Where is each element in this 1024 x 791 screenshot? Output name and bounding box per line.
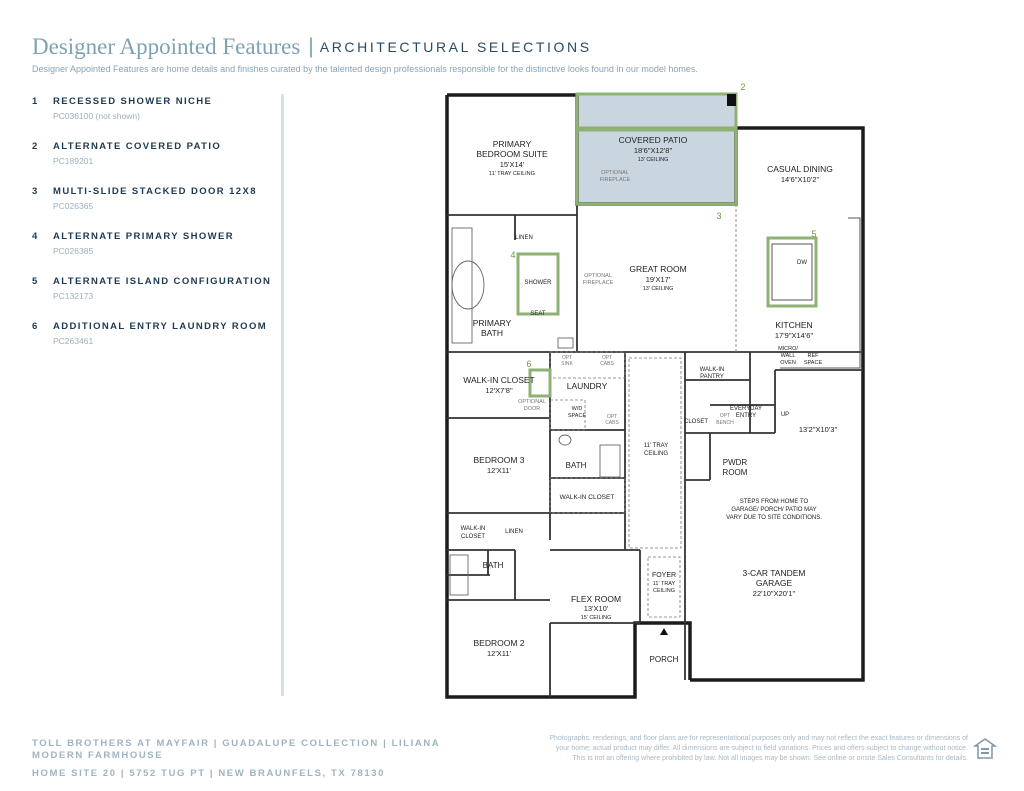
feature-label: ALTERNATE PRIMARY SHOWER (53, 231, 235, 242)
optional-door-label: DOOR (523, 406, 541, 412)
appliance-label: WALL (780, 353, 796, 359)
footer-community: TOLL BROTHERS AT MAYFAIR | GUADALUPE COLLECTION | LILIANA MODERN FARMHOUSE (32, 738, 440, 761)
feature-number: 4 (32, 231, 38, 242)
opt-cabs-label: CABS (600, 361, 614, 367)
fireplace-label: FIREPLACE (582, 280, 614, 286)
page-header (32, 34, 592, 60)
room-name: BATH (482, 561, 504, 570)
room-dims: 13'2"X10'3" (798, 425, 838, 434)
divider (281, 94, 284, 696)
callout-2: 2 (740, 82, 746, 92)
room-name: WALK-IN CLOSET (559, 494, 615, 501)
opt-label: OPT (719, 413, 731, 419)
room-name: 3-CAR TANDEM (742, 568, 806, 578)
room-note: 11' TRAY (652, 581, 676, 587)
room-dims: 19'X17' (645, 275, 671, 284)
disclaimer-line: Photographs, renderings, and floor plans are for representational purposes only and may not reflect the exact features or dimensions of (549, 735, 968, 742)
fireplace-label: FIREPLACE (599, 177, 631, 183)
equal-housing-opportunity-icon (973, 737, 997, 761)
room-dims: 13'X10' (583, 604, 609, 613)
patio-column (727, 94, 736, 106)
room-dims: 22'10"X20'1" (752, 589, 796, 598)
footer-address (32, 738, 472, 780)
linen-label: LINEN (515, 235, 533, 241)
opt-label: OPT (561, 355, 573, 361)
room-name: ENTRY (735, 413, 757, 419)
room-name: CASUAL DINING (767, 164, 833, 174)
feature-number: 5 (32, 276, 38, 287)
room-name: PRIMARY (472, 318, 512, 328)
stairs-up-label: UP (780, 412, 790, 418)
feature-number: 3 (32, 186, 38, 197)
room-name: WALK-IN (460, 526, 486, 532)
washer-dryer-label: SPACE (567, 413, 587, 419)
room-dims: 12'X11' (487, 466, 511, 475)
room-name: BEDROOM 3 (473, 455, 525, 465)
entry-arrow-icon (660, 628, 668, 635)
bench-label: BENCH (716, 420, 734, 426)
fireplace-label: OPTIONAL (584, 273, 612, 279)
room-name: BATH (565, 461, 587, 470)
feature-number: 6 (32, 321, 38, 332)
room-name: WALK-IN CLOSET (463, 375, 535, 385)
room-name: KITCHEN (775, 320, 813, 330)
room-name: BATH (480, 328, 504, 338)
room-name: PRIMARY (492, 139, 532, 149)
seat-label: SEAT (530, 311, 546, 317)
callout-5: 5 (811, 229, 817, 239)
room-name: PWDR (722, 458, 748, 467)
floor-plan (440, 80, 870, 705)
list-item (32, 231, 282, 276)
shower-label: SHOWER (524, 280, 552, 286)
room-name: FLEX ROOM (570, 594, 622, 604)
feature-code: PC189201 (53, 156, 94, 166)
room-dims: 18'6"X12'8" (633, 146, 673, 155)
feature-code: PC132173 (53, 291, 94, 301)
opt-sink-label: SINK (561, 361, 573, 367)
room-note: 13' CEILING (642, 286, 674, 292)
opt-label: OPT (606, 414, 618, 420)
appliance-label: MICRO/ (778, 346, 798, 352)
opt-label: OPT (601, 355, 613, 361)
room-name: PANTRY (700, 374, 724, 380)
garage-note: VARY DUE TO SITE CONDITIONS. (726, 515, 822, 521)
room-name: WALK-IN (699, 367, 725, 373)
callout-4: 4 (510, 250, 516, 260)
room-note: 13' CEILING (637, 157, 669, 163)
room-dims: 17'9"X14'6" (774, 331, 814, 340)
page-description: Designer Appointed Features are home details and finishes curated by the talented design professionals responsible for the distinctive looks found in our model homes. (32, 64, 698, 74)
room-name: GARAGE (755, 578, 793, 588)
feature-label: RECESSED SHOWER NICHE (53, 96, 213, 107)
disclaimer-line: your home; actual product may differ. All dimensions are subject to field variations. Prices and offers subject to change without notice. (555, 745, 968, 752)
room-name: GREAT ROOM (629, 264, 687, 274)
list-item (32, 276, 282, 321)
room-note: 15' CEILING (580, 615, 612, 621)
list-item (32, 186, 282, 231)
linen-label: LINEN (505, 529, 523, 535)
room-note: 11' TRAY CEILING (489, 171, 535, 177)
room-name: LAUNDRY (566, 381, 608, 391)
header-separator: | (308, 35, 314, 58)
feature-label: ALTERNATE COVERED PATIO (53, 141, 222, 152)
dishwasher-label: DW (797, 260, 807, 266)
garage-note: GARAGE/ PORCH/ PATIO MAY (731, 507, 817, 513)
room-name: FOYER (651, 572, 677, 579)
feature-number: 1 (32, 96, 38, 107)
room-name: CLOSET (460, 534, 486, 540)
room-name: PORCH (649, 655, 679, 664)
callout-6: 6 (526, 359, 532, 369)
hall-note: 11' TRAY (643, 443, 669, 449)
footer-disclaimer (498, 734, 968, 764)
room-dims: 14'6"X10'2" (780, 175, 820, 184)
hall-note: CEILING (643, 451, 669, 457)
feature-number: 2 (32, 141, 38, 152)
page-subtitle: ARCHITECTURAL SELECTIONS (319, 39, 592, 55)
room-dims: 12'X7'8" (485, 386, 513, 395)
room-name: COVERED PATIO (618, 135, 688, 145)
list-item (32, 321, 282, 366)
disclaimer-line: This is not an offering where prohibited by law. Not all images may be shown. See online or onsite Sales Consultants for details. (572, 755, 968, 762)
feature-label: ALTERNATE ISLAND CONFIGURATION (53, 276, 272, 287)
feature-code: PC263461 (53, 336, 94, 346)
washer-dryer-label: W/D (571, 406, 583, 412)
room-name: BEDROOM SUITE (476, 149, 548, 159)
list-item (32, 141, 282, 186)
feature-label: ADDITIONAL ENTRY LAUNDRY ROOM (53, 321, 268, 332)
garage-note: STEPS FROM HOME TO (739, 499, 809, 505)
feature-list (32, 96, 282, 366)
feature-code: PC026365 (53, 201, 94, 211)
optional-door-label: OPTIONAL (518, 399, 546, 405)
opt-cabs-label: CABS (605, 420, 619, 426)
feature-code: PC036100 (not shown) (53, 111, 140, 121)
appliance-label: REF (807, 353, 819, 359)
room-name: EVERYDAY (729, 406, 763, 412)
room-note: CEILING (652, 588, 676, 594)
fireplace-label: OPTIONAL (601, 170, 629, 176)
appliance-label: SPACE (803, 360, 823, 366)
footer-homesite: HOME SITE 20 | 5752 TUG PT | NEW BRAUNFELS, TX 78130 (32, 768, 385, 779)
feature-label: MULTI-SLIDE STACKED DOOR 12X8 (53, 186, 257, 197)
room-name: CLOSET (683, 419, 709, 425)
appliance-label: OVEN (780, 360, 796, 366)
list-item (32, 96, 282, 141)
room-name: BEDROOM 2 (473, 638, 525, 648)
page-title: Designer Appointed Features (32, 34, 301, 59)
room-dims: 12'X11' (487, 649, 511, 658)
feature-code: PC026385 (53, 246, 94, 256)
callout-3: 3 (716, 211, 722, 221)
room-dims: 15'X14' (499, 160, 525, 169)
room-name: ROOM (722, 468, 748, 477)
